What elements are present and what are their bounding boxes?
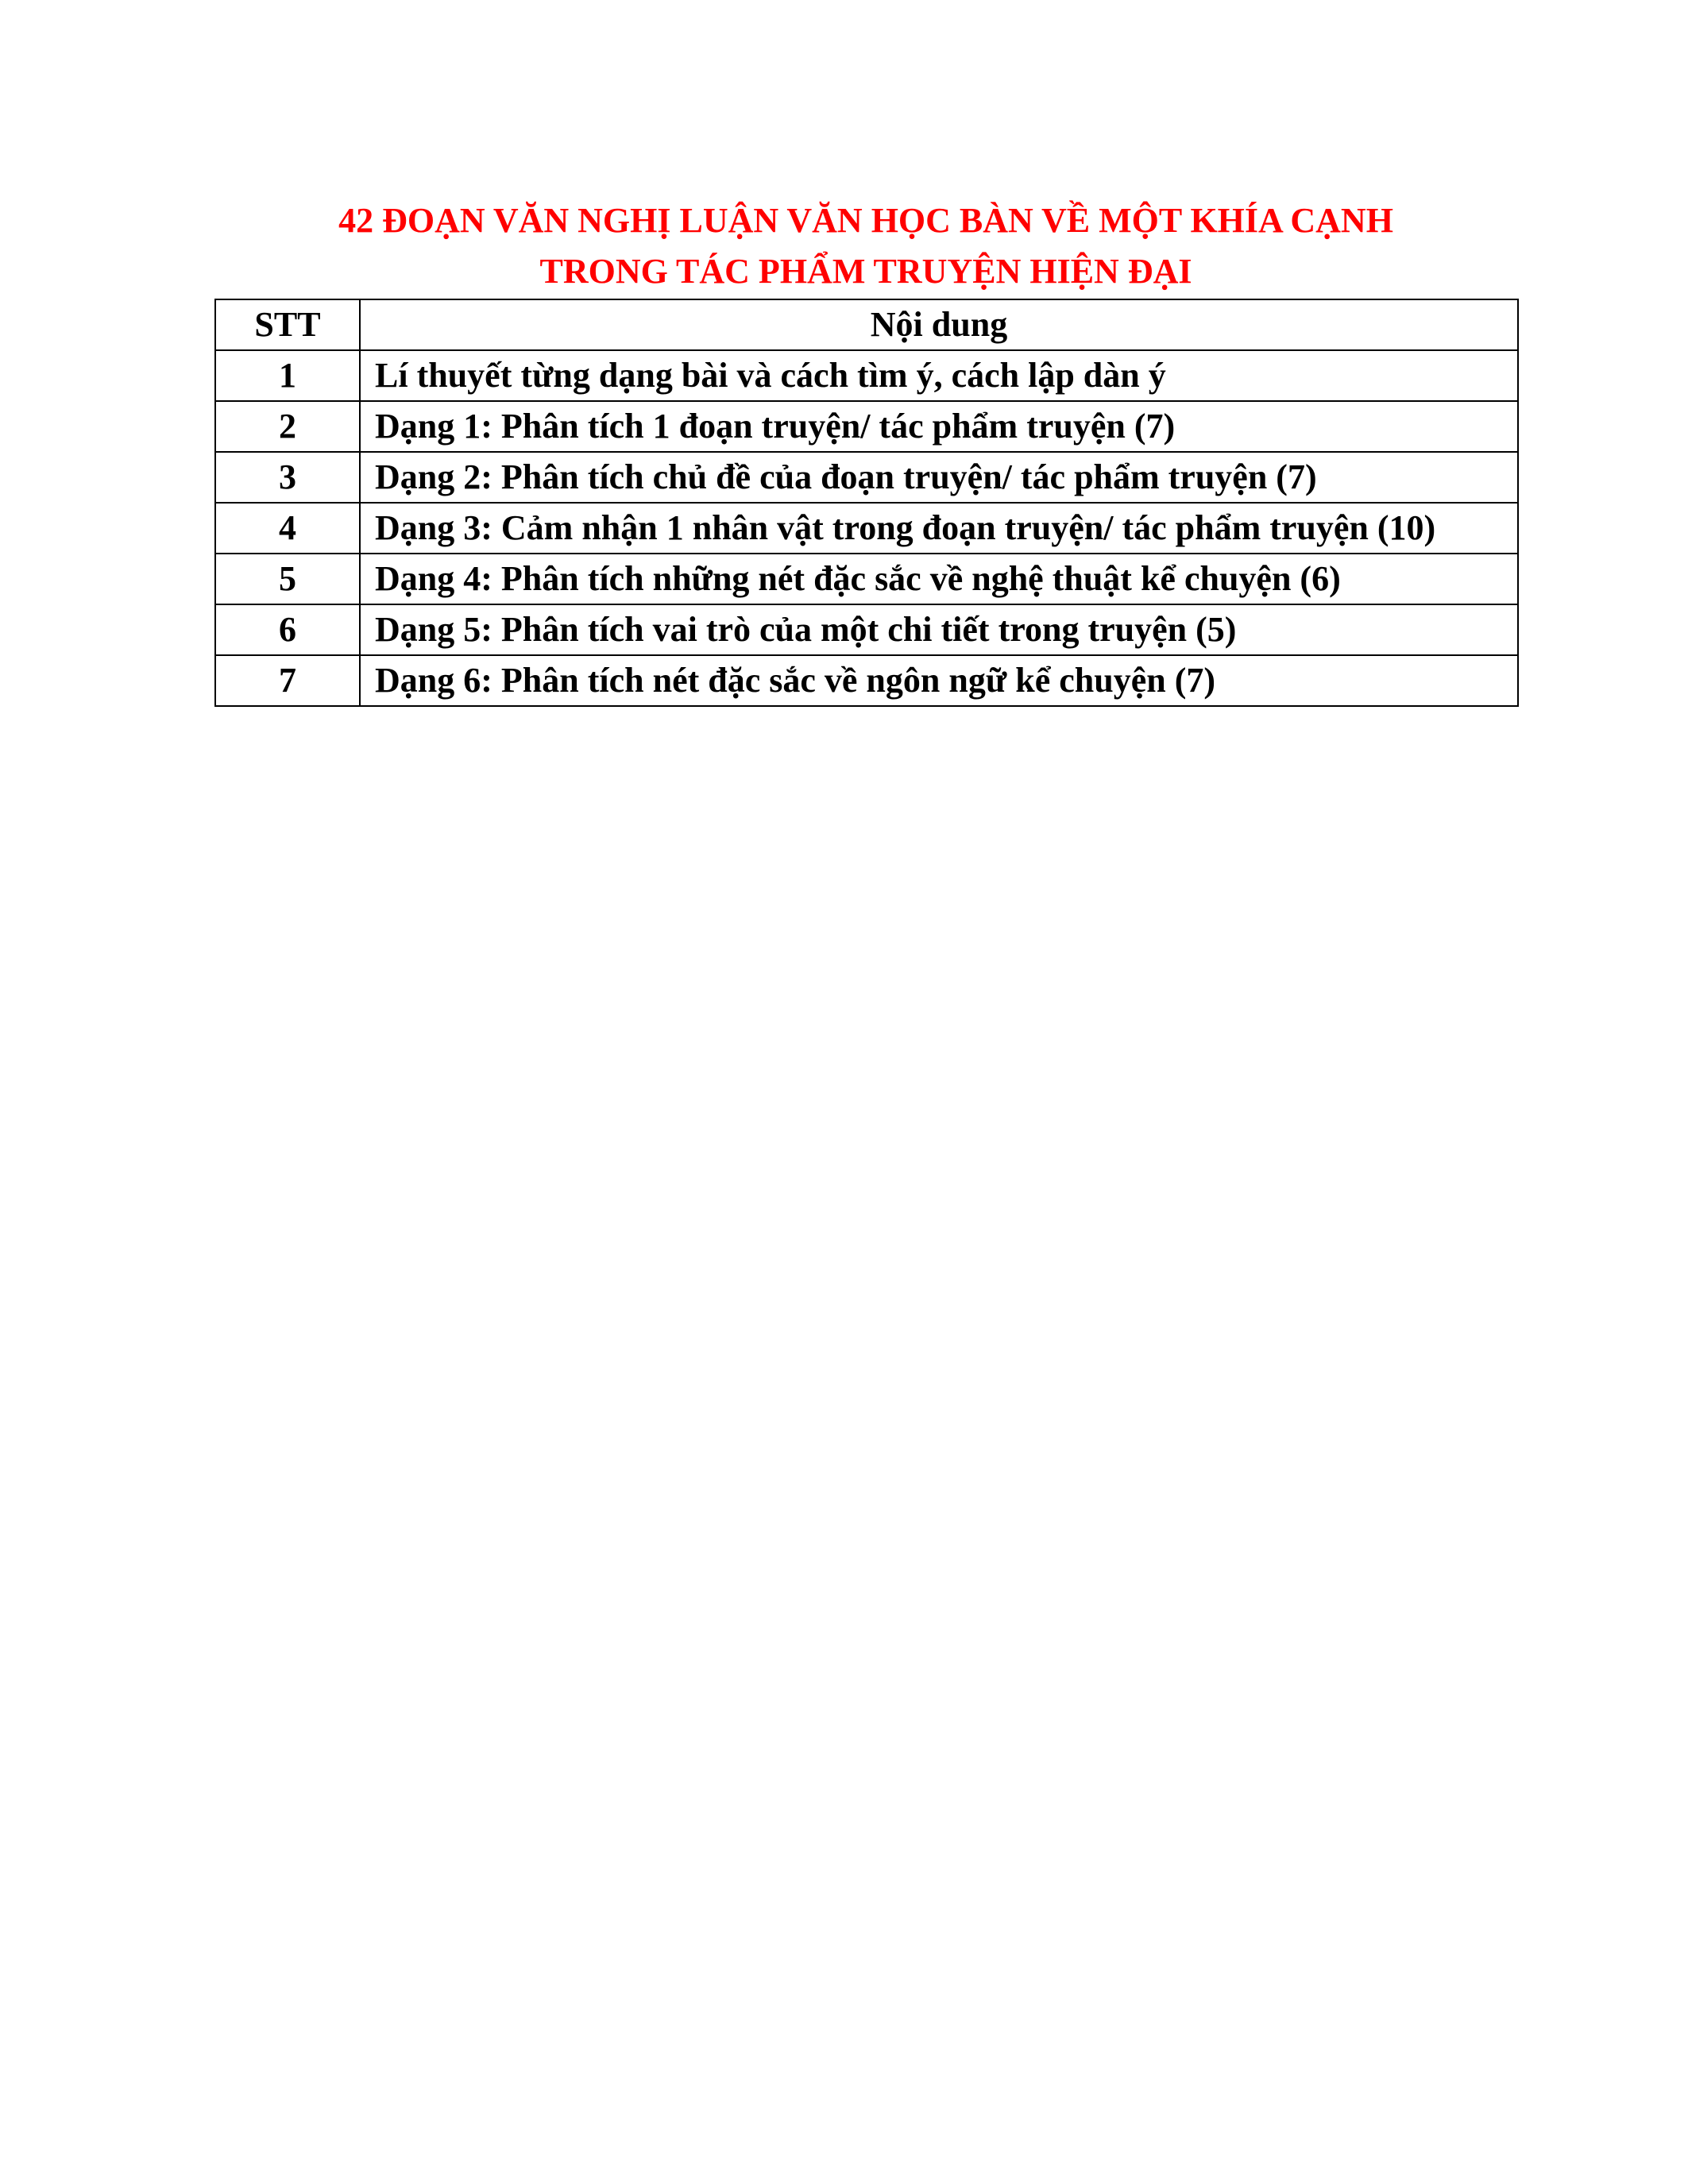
row-number: 7 [215, 655, 360, 706]
title-line-1: 42 ĐOẠN VĂN NGHỊ LUẬN VĂN HỌC BÀN VỀ MỘT KHÍA CẠNH [338, 201, 1393, 240]
row-number: 2 [215, 401, 360, 452]
table-row [215, 401, 1518, 452]
table-row [215, 554, 1518, 604]
row-content: Dạng 1: Phân tích 1 đoạn truyện/ tác phẩm truyện (7) [360, 401, 1518, 452]
row-number: 3 [215, 452, 360, 503]
table-row [215, 350, 1518, 401]
table-row [215, 503, 1518, 554]
table-row [215, 604, 1518, 655]
row-content: Dạng 2: Phân tích chủ đề của đoạn truyện/ tác phẩm truyện (7) [360, 452, 1518, 503]
contents-table [214, 299, 1519, 707]
table-row [215, 655, 1518, 706]
title-line-2: TRONG TÁC PHẨM TRUYỆN HIỆN ĐẠI [539, 252, 1192, 291]
header-content: Nội dung [360, 299, 1518, 350]
table-row [215, 452, 1518, 503]
table-header-row [215, 299, 1518, 350]
row-number: 4 [215, 503, 360, 554]
row-content: Lí thuyết từng dạng bài và cách tìm ý, cách lập dàn ý [360, 350, 1518, 401]
row-content: Dạng 3: Cảm nhận 1 nhân vật trong đoạn truyện/ tác phẩm truyện (10) [360, 503, 1518, 554]
row-number: 1 [215, 350, 360, 401]
row-content: Dạng 5: Phân tích vai trò của một chi tiết trong truyện (5) [360, 604, 1518, 655]
row-number: 6 [215, 604, 360, 655]
row-number: 5 [215, 554, 360, 604]
header-stt: STT [215, 299, 360, 350]
document-title [214, 195, 1517, 297]
row-content: Dạng 6: Phân tích nét đặc sắc về ngôn ngữ kể chuyện (7) [360, 655, 1518, 706]
row-content: Dạng 4: Phân tích những nét đặc sắc về nghệ thuật kể chuyện (6) [360, 554, 1518, 604]
